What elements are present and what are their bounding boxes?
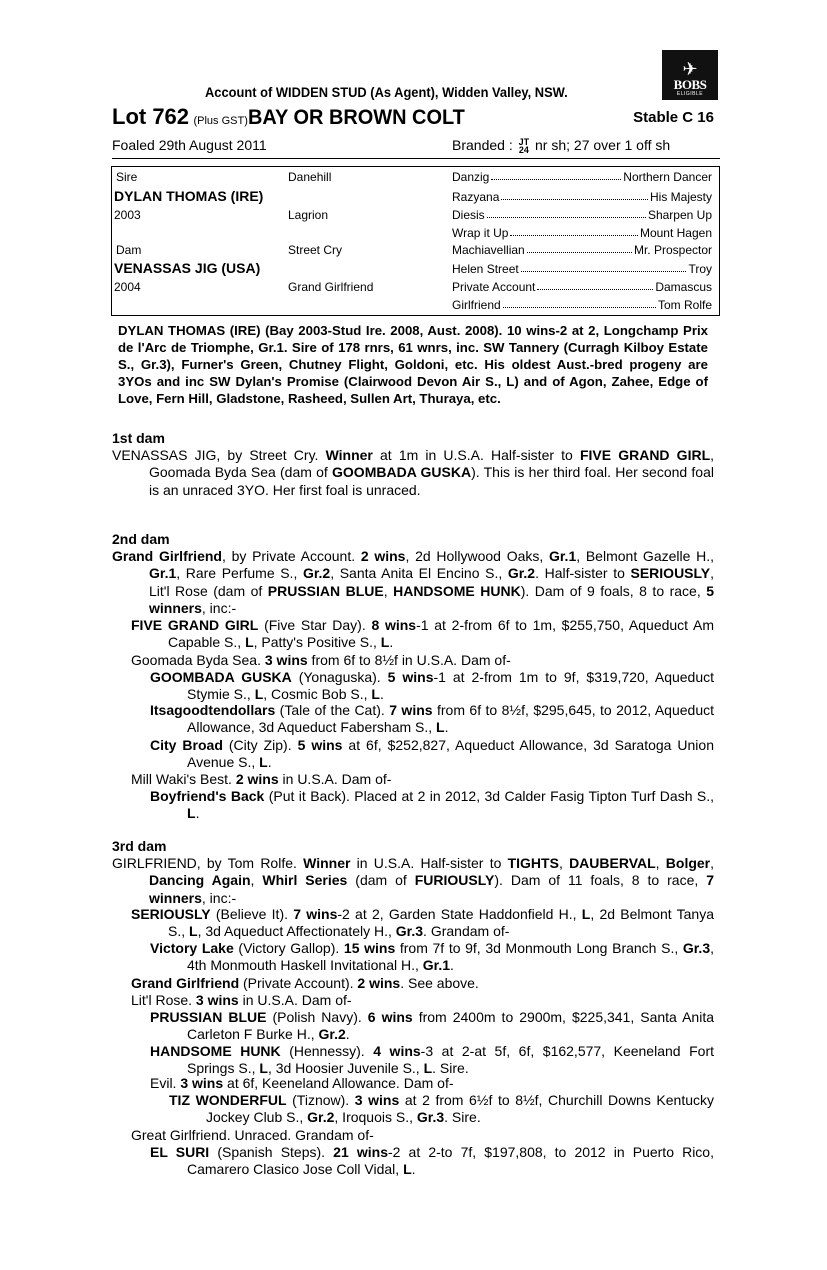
text: in U.S.A. Half-sister to — [350, 855, 508, 871]
text: . — [450, 957, 454, 974]
brand-top: JT — [518, 137, 530, 148]
logo-subtext: ELIGIBLE — [676, 91, 704, 97]
progeny-entry — [150, 788, 714, 823]
ancestor-row — [452, 280, 712, 294]
text: (Tiznow). — [286, 1092, 355, 1108]
bird-icon: ✈ — [682, 59, 698, 79]
text: . Grandam of- — [423, 923, 510, 940]
ancestor-row — [452, 170, 712, 184]
bold-text: 6 wins — [367, 1009, 413, 1025]
bold-text: L — [189, 923, 198, 940]
text: from 6f to 8½f in U.S.A. Dam of- — [307, 652, 511, 668]
text: Evil. — [150, 1075, 181, 1091]
ancestor-right: Troy — [688, 262, 712, 276]
text: -3 at 2-at 5f, 6f, $162,577, Keeneland Fort Springs S., — [187, 1043, 714, 1077]
ancestor-left: Private Account — [452, 280, 536, 294]
text: , 3d Aqueduct Affectionately H., — [197, 923, 396, 940]
first-dam-para — [112, 447, 714, 499]
bold-text: L — [259, 754, 268, 771]
bold-text: Gr.3 — [395, 923, 424, 940]
text: , Cosmic Bob S., — [263, 686, 372, 703]
progeny-entry — [131, 1127, 714, 1144]
ancestor-left: Machiavellian — [452, 243, 525, 257]
ancestor-left: Danzig — [452, 170, 490, 184]
text: , — [250, 872, 263, 889]
bold-text: Boyfriend's Back — [150, 788, 265, 804]
ancestor-left: Diesis — [452, 208, 485, 222]
branded-detail: nr sh; 27 over 1 off sh — [535, 137, 671, 153]
leader-dots — [491, 170, 621, 180]
progeny-entry — [131, 771, 714, 788]
text: at 1m in U.S.A. Half-sister to — [372, 447, 580, 463]
lot-line — [112, 104, 714, 130]
bold-text: 21 wins — [333, 1144, 388, 1160]
text: Great Girlfriend. Unraced. Grandam of- — [131, 1127, 374, 1143]
bold-text: 7 winners — [149, 872, 714, 906]
text: in U.S.A. Dam of- — [238, 992, 352, 1008]
bold-text: 8 wins — [371, 617, 417, 633]
bold-text: Itsagoodtendollars — [150, 702, 276, 718]
bold-text: GOOMBADA GUSKA — [332, 464, 472, 481]
text: . — [444, 719, 449, 736]
brand-mark — [519, 138, 530, 154]
text: , by Private Account. — [221, 548, 361, 564]
text: (Spanish Steps). — [209, 1144, 334, 1160]
bold-text: City Broad — [150, 737, 223, 753]
leader-dots — [501, 190, 648, 200]
bold-text: SERIOUSLY — [630, 565, 711, 582]
text: from 7f to 9f, 3d Monmouth Long Branch S., — [395, 940, 683, 956]
text: . — [411, 1161, 416, 1178]
ancestor-row — [452, 208, 712, 222]
sire-dam: Lagrion — [288, 208, 329, 222]
sire-sire: Danehill — [288, 170, 332, 184]
dam-label: Dam — [116, 243, 142, 257]
bold-text: Winner — [303, 855, 351, 871]
progeny-entry — [131, 975, 714, 992]
text: in U.S.A. Dam of- — [278, 771, 392, 787]
header-rule — [112, 158, 720, 159]
bold-text: L — [423, 1060, 433, 1077]
text: , Patty's Positive S., — [253, 634, 381, 651]
foaled-date: Foaled 29th August 2011 — [112, 137, 267, 153]
bold-text: FIVE GRAND GIRL — [131, 617, 259, 633]
first-dam-heading: 1st dam — [112, 430, 165, 446]
text: , — [710, 855, 715, 871]
text: (Tale of the Cat). — [275, 702, 390, 718]
text: (City Zip). — [222, 737, 298, 753]
text: . — [345, 1026, 350, 1043]
bold-text: Gr.2 — [302, 565, 331, 582]
bold-text: L — [254, 686, 264, 703]
leader-dots — [527, 243, 632, 253]
text: (Polish Navy). — [266, 1009, 368, 1025]
text: . — [267, 754, 272, 771]
bold-text: Whirl Series — [262, 872, 348, 889]
bold-text: 3 wins — [264, 652, 308, 668]
bold-text: L — [403, 1161, 412, 1178]
bold-text: 3 wins — [180, 1075, 224, 1091]
bold-text: 3 wins — [195, 992, 239, 1008]
progeny-entry — [150, 1009, 714, 1044]
ancestor-right: Mount Hagen — [639, 226, 712, 240]
text: , inc:- — [201, 889, 237, 906]
bold-text: GOOMBADA GUSKA — [150, 669, 292, 685]
ancestor-left: Razyana — [452, 190, 500, 204]
ancestor-row — [452, 226, 712, 240]
sire-year: 2003 — [114, 208, 141, 222]
leader-dots — [521, 262, 687, 272]
second-dam-para — [112, 548, 714, 618]
leader-dots — [503, 298, 656, 308]
text: -1 at 2-from 6f to 1m, $255,750, Aqueduct Am Capable S., — [168, 617, 715, 651]
leader-dots — [537, 280, 653, 290]
bold-text: PRUSSIAN BLUE — [267, 582, 384, 599]
second-dam-heading: 2nd dam — [112, 531, 170, 547]
text: . — [389, 634, 394, 651]
bold-text: Gr.2 — [318, 1026, 346, 1043]
bold-text: EL SURI — [150, 1144, 210, 1160]
text: (Victory Gallop). — [233, 940, 344, 956]
text: , Rare Perfume S., — [176, 565, 303, 582]
sire-name: DYLAN THOMAS (IRE) — [114, 188, 264, 204]
text: from 6f to 8½f, $295,645, to 2012, Aqueduct Allowance, 3d Aqueduct Fabersham S., — [187, 702, 714, 736]
text: -2 at 2, Garden State Haddonfield H., — [337, 906, 582, 922]
text: (Hennessy). — [280, 1043, 374, 1059]
bold-text: SERIOUSLY — [131, 906, 211, 922]
text: -1 at 2-from 1m to 9f, $319,720, Aqueduct Stymie S., — [187, 669, 715, 703]
brand-bottom: 24 — [518, 145, 529, 156]
text: , — [558, 855, 570, 871]
logo-text: BOBS — [673, 77, 707, 92]
progeny-entry — [150, 1144, 714, 1179]
text: , Goomada Byda Sea (dam of — [149, 447, 715, 481]
text: Mill Waki's Best. — [131, 771, 236, 787]
ancestor-right: Northern Dancer — [623, 170, 712, 184]
text: at 6f, $252,827, Aqueduct Allowance, 3d Saratoga Union Avenue S., — [187, 737, 714, 771]
text: GIRLFRIEND, by Tom Rolfe. — [112, 855, 304, 871]
bold-text: Gr.3 — [682, 940, 711, 956]
progeny-entry — [150, 1043, 714, 1078]
ancestor-left: Helen Street — [452, 262, 519, 276]
text: (Put it Back). Placed at 2 in 2012, 3d Calder Fasig Tipton Turf Dash S., — [264, 788, 715, 804]
text: ). Dam of 11 foals, 8 to race, — [494, 872, 707, 889]
bold-text: 7 wins — [389, 702, 433, 718]
bold-text: L — [380, 634, 390, 651]
text: at 2 from 6½f to 8½f, Churchill Downs Kentucky Jockey Club S., — [206, 1092, 715, 1126]
lot-number: Lot 762 — [112, 104, 190, 129]
progeny-entry — [150, 669, 714, 704]
ancestor-right: Tom Rolfe — [657, 298, 712, 312]
leader-dots — [487, 208, 646, 218]
bold-text: Victory Lake — [150, 940, 234, 956]
bold-text: 5 wins — [387, 669, 434, 685]
horse-description: BAY OR BROWN COLT — [247, 106, 465, 129]
branded-label: Branded : — [452, 137, 513, 153]
text: , inc:- — [201, 600, 237, 617]
bold-text: 2 wins — [357, 975, 401, 991]
plus-gst: (Plus GST) — [193, 115, 248, 127]
bold-text: PRUSSIAN BLUE — [150, 1009, 267, 1025]
bold-text: Bolger — [665, 855, 711, 871]
text: , 3d Hoosier Juvenile S., — [267, 1060, 424, 1077]
bold-text: 15 wins — [343, 940, 396, 956]
bold-text: HANDSOME HUNK — [150, 1043, 281, 1059]
bold-text: Gr.1 — [149, 565, 177, 582]
bold-text: Gr.2 — [507, 565, 536, 582]
text: , Belmont Gazelle H., — [576, 548, 715, 564]
bold-text: Grand Girlfriend — [112, 548, 222, 564]
vendor-account: Account of WIDDEN STUD (As Agent), Widden Valley, NSW. — [205, 84, 568, 100]
bold-text: L — [245, 634, 254, 651]
bold-text: 5 winners — [149, 582, 714, 617]
text: , — [383, 582, 394, 599]
ancestor-row — [452, 298, 712, 312]
branded-info — [452, 137, 670, 154]
text: Goomada Byda Sea. — [131, 652, 265, 668]
bold-text: TIGHTS — [507, 855, 559, 871]
bold-text: 7 wins — [293, 906, 338, 922]
bold-text: 2 wins — [235, 771, 279, 787]
dam-dam: Grand Girlfriend — [288, 280, 374, 294]
third-dam-para — [112, 855, 714, 907]
bold-text: 3 wins — [354, 1092, 400, 1108]
ancestor-row — [452, 190, 712, 204]
text: . See above. — [400, 975, 479, 991]
bold-text: L — [259, 1060, 268, 1077]
pedigree-box — [111, 166, 720, 316]
progeny-entry — [131, 617, 714, 652]
bold-text: FURIOUSLY — [414, 872, 495, 889]
progeny-entry — [169, 1092, 714, 1127]
leader-dots — [510, 226, 637, 236]
text: from 2400m to 2900m, $225,341, Santa Anita Carleton F Burke H., — [187, 1009, 714, 1043]
text: . Sire. — [432, 1060, 469, 1077]
progeny-entry — [150, 702, 714, 737]
text: Lit'l Rose. — [131, 992, 196, 1008]
text: . — [379, 686, 384, 703]
text: at 6f, Keeneland Allowance. Dam of- — [223, 1075, 454, 1091]
text: , — [655, 855, 666, 871]
text: , 4th Monmouth Haskell Invitational H., — [187, 940, 714, 974]
text: (dam of — [347, 872, 415, 889]
bold-text: Gr.3 — [416, 1109, 445, 1126]
text: ). This is her third foal. Her second foal is an unraced 3YO. Her first foal is unraced. — [149, 464, 714, 498]
ancestor-row — [452, 243, 712, 257]
bold-text: FIVE GRAND GIRL — [579, 447, 711, 463]
text: VENASSAS JIG, by Street Cry. — [112, 447, 326, 463]
text: (Five Star Day). — [258, 617, 372, 633]
text: , Iroquois S., — [334, 1109, 417, 1126]
ancestor-right: His Majesty — [649, 190, 712, 204]
text: (Believe It). — [210, 906, 294, 922]
ancestor-right: Sharpen Up — [647, 208, 712, 222]
text: (Private Account). — [239, 975, 358, 991]
stable-location: Stable C 16 — [633, 109, 714, 126]
sire-summary: DYLAN THOMAS (IRE) (Bay 2003-Stud Ire. 2008, Aust. 2008). 10 wins-2 at 2, Longchamp Prix de l'Arc de Triomphe, Gr.1. Sire of 178 rnrs, 61 wnrs, inc. SW Tannery (Curragh Kilboy Estate S., Gr.3), Furner's Green, Chutney Flight, Goldoni, etc. His oldest Aust.-bred progeny are 3YOs and inc SW Dylan's Promise (Clairwood Devon Air S., L) and of Agon, Zahee, Edge of Love, Fern Hill, Gladstone, Rasheed, Sullen Art, Thuraya, etc. — [118, 323, 708, 406]
text: . — [195, 805, 200, 822]
text: , Lit'l Rose (dam of — [149, 565, 715, 599]
third-dam-heading: 3rd dam — [112, 838, 167, 854]
progeny-entry — [131, 906, 714, 941]
bold-text: 2 wins — [360, 548, 406, 564]
text: (Yonaguska). — [291, 669, 388, 685]
text: , 2d Belmont Tanya S., — [168, 906, 714, 940]
bold-text: Gr.1 — [548, 548, 577, 564]
bold-text: Gr.2 — [307, 1109, 335, 1126]
progeny-entry — [150, 940, 714, 975]
ancestor-right: Damascus — [655, 280, 712, 294]
text: , 2d Hollywood Oaks, — [405, 548, 549, 564]
text: . Half-sister to — [535, 565, 631, 582]
text: ). Dam of 9 foals, 8 to race, — [520, 582, 707, 599]
sire-label: Sire — [116, 170, 138, 184]
ancestor-right: Mr. Prospector — [633, 243, 712, 257]
text: . Sire. — [444, 1109, 481, 1126]
dam-sire: Street Cry — [288, 243, 343, 257]
ancestor-left: Wrap it Up — [452, 226, 509, 240]
bold-text: Dancing Again — [149, 872, 251, 889]
bold-text: HANDSOME HUNK — [393, 582, 521, 599]
text: , Santa Anita El Encino S., — [330, 565, 508, 582]
ancestor-left: Girlfriend — [452, 298, 501, 312]
dam-year: 2004 — [114, 280, 141, 294]
progeny-entry — [150, 1075, 714, 1092]
bold-text: L — [371, 686, 380, 703]
progeny-entry — [150, 737, 714, 772]
bold-text: L — [436, 719, 445, 736]
bold-text: Grand Girlfriend — [131, 975, 240, 991]
bold-text: Gr.1 — [422, 957, 451, 974]
progeny-entry — [131, 652, 714, 669]
bobs-logo — [662, 50, 718, 100]
progeny-entry — [131, 992, 714, 1009]
bold-text: 4 wins — [373, 1043, 421, 1059]
text: -2 at 2-to 7f, $197,808, to 2012 in Puerto Rico, Camarero Clasico Jose Coll Vidal, — [187, 1144, 714, 1178]
dam-name: VENASSAS JIG (USA) — [114, 260, 261, 276]
ancestor-row — [452, 262, 712, 276]
bold-text: 5 wins — [297, 737, 343, 753]
bold-text: L — [581, 906, 591, 922]
bold-text: L — [187, 805, 196, 822]
bold-text: TIZ WONDERFUL — [169, 1092, 287, 1108]
bold-text: Winner — [325, 447, 373, 463]
bold-text: DAUBERVAL — [569, 855, 656, 871]
